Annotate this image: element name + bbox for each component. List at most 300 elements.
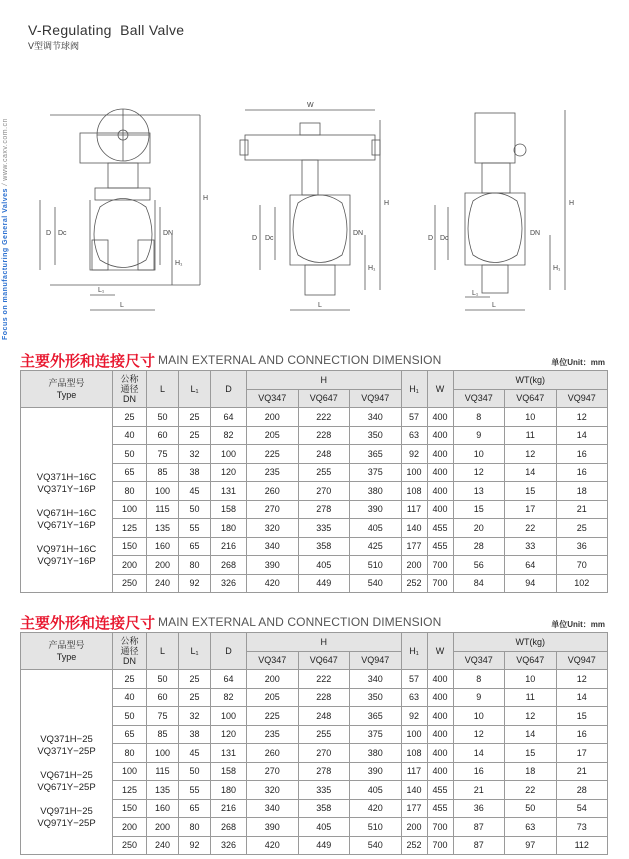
table-cell: 16 xyxy=(556,463,608,482)
table-cell: 400 xyxy=(427,426,453,445)
table-cell: 16 xyxy=(556,725,608,744)
table-cell: 60 xyxy=(147,426,179,445)
table-cell: 540 xyxy=(350,574,402,593)
table-cell: 50 xyxy=(147,408,179,427)
table-cell: 14 xyxy=(505,463,557,482)
table-cell: 92 xyxy=(401,445,427,464)
table-cell: 12 xyxy=(453,725,505,744)
table-cell: 255 xyxy=(298,463,350,482)
table-cell: 278 xyxy=(298,500,350,519)
table-cell: 135 xyxy=(147,781,179,800)
header-H1: H₁ xyxy=(401,633,427,670)
label-D-2: D xyxy=(252,235,258,242)
table-cell: 326 xyxy=(211,836,247,855)
header-L1: L₁ xyxy=(179,371,211,408)
table-cell: 21 xyxy=(556,762,608,781)
table-cell: 25 xyxy=(179,408,211,427)
table-cell: 15 xyxy=(556,707,608,726)
model-name: VQ971Y−25P xyxy=(37,818,96,829)
table-cell: 80 xyxy=(179,556,211,575)
label-L: L xyxy=(120,302,124,309)
table-cell: 270 xyxy=(247,762,299,781)
table-cell: 54 xyxy=(556,799,608,818)
table-cell: 340 xyxy=(247,799,299,818)
table-cell: 25 xyxy=(179,426,211,445)
table-cell: 150 xyxy=(113,537,147,556)
table-cell: 50 xyxy=(505,799,557,818)
header-h-vq647: VQ647 xyxy=(298,389,350,408)
table-cell: 108 xyxy=(401,482,427,501)
model-name: VQ371H−16C xyxy=(36,472,97,483)
table-cell: 270 xyxy=(247,500,299,519)
table-cell: 108 xyxy=(401,744,427,763)
table-cell: 50 xyxy=(179,762,211,781)
model-name: VQ971H−16C xyxy=(36,544,97,555)
unit-label: 单位Unit：mm xyxy=(551,358,605,367)
header-wt-vq947: VQ947 xyxy=(556,389,608,408)
table-row xyxy=(21,670,608,689)
table-cell: 115 xyxy=(147,500,179,519)
table-cell: 180 xyxy=(211,781,247,800)
table-cell: 45 xyxy=(179,482,211,501)
model-name: VQ671Y−16P xyxy=(37,520,96,531)
table-cell: 63 xyxy=(401,688,427,707)
table-cell: 455 xyxy=(427,781,453,800)
label-Dc-2: Dc xyxy=(265,235,274,242)
table-cell: 400 xyxy=(427,445,453,464)
model-name: VQ371H−25 xyxy=(40,734,93,745)
table-cell: 358 xyxy=(298,537,350,556)
table-cell: 200 xyxy=(247,408,299,427)
table-cell: 13 xyxy=(453,482,505,501)
table-cell: 400 xyxy=(427,482,453,501)
table-cell: 510 xyxy=(350,556,402,575)
table-cell: 100 xyxy=(401,725,427,744)
label-H1-2: H₁ xyxy=(368,265,376,272)
table-cell: 14 xyxy=(453,744,505,763)
table-cell: 32 xyxy=(179,445,211,464)
table-cell: 177 xyxy=(401,799,427,818)
header-L1: L₁ xyxy=(179,633,211,670)
table-cell: 252 xyxy=(401,574,427,593)
table-cell: 64 xyxy=(505,556,557,575)
label-L1: L₁ xyxy=(98,287,105,294)
label-DN: DN xyxy=(163,230,174,237)
table-cell: 21 xyxy=(453,781,505,800)
table-cell: 200 xyxy=(401,556,427,575)
section-title-en: MAIN EXTERNAL AND CONNECTION DIMENSION xyxy=(158,353,442,367)
table-cell: 510 xyxy=(350,818,402,837)
header-L: L xyxy=(147,371,179,408)
header-h-vq647: VQ647 xyxy=(298,651,350,670)
table-cell: 32 xyxy=(179,707,211,726)
unit-label: 单位Unit：mm xyxy=(551,620,605,629)
label-DN-3: DN xyxy=(530,230,541,237)
table-cell: 17 xyxy=(556,744,608,763)
table-cell: 326 xyxy=(211,574,247,593)
table-cell: 70 xyxy=(556,556,608,575)
label-H: H xyxy=(203,195,209,202)
table-cell: 405 xyxy=(298,818,350,837)
table-cell: 57 xyxy=(401,408,427,427)
table-cell: 140 xyxy=(401,519,427,538)
table-cell: 12 xyxy=(505,707,557,726)
table-cell: 365 xyxy=(350,445,402,464)
table-cell: 12 xyxy=(556,670,608,689)
header-D: D xyxy=(211,633,247,670)
table-cell: 180 xyxy=(211,519,247,538)
table-cell: 100 xyxy=(401,463,427,482)
side-vertical-text: Focus on manufacturing General Valves / www.caxv.com.cn xyxy=(2,118,9,340)
table-cell: 14 xyxy=(556,426,608,445)
header-L: L xyxy=(147,633,179,670)
table-cell: 340 xyxy=(350,670,402,689)
table-cell: 10 xyxy=(453,707,505,726)
section-title-cn: 主要外形和连接尺寸 xyxy=(20,615,156,632)
table-cell: 16 xyxy=(453,762,505,781)
model-name: VQ971H−25 xyxy=(40,806,93,817)
table-cell: 36 xyxy=(453,799,505,818)
table-cell: 65 xyxy=(113,725,147,744)
table-cell: 56 xyxy=(453,556,505,575)
table-cell: 15 xyxy=(505,744,557,763)
table-cell: 700 xyxy=(427,836,453,855)
table-cell: 100 xyxy=(211,445,247,464)
table-cell: 405 xyxy=(298,556,350,575)
table-cell: 405 xyxy=(350,781,402,800)
table-cell: 94 xyxy=(505,574,557,593)
table-cell: 400 xyxy=(427,670,453,689)
table-cell: 63 xyxy=(505,818,557,837)
table-cell: 216 xyxy=(211,537,247,556)
section-header xyxy=(18,612,611,632)
table-cell: 400 xyxy=(427,725,453,744)
table-cell: 455 xyxy=(427,537,453,556)
table-cell: 390 xyxy=(350,762,402,781)
table-cell: 80 xyxy=(179,818,211,837)
header-dn: 公称 通径 DN xyxy=(113,371,147,408)
table-cell: 92 xyxy=(179,836,211,855)
table-cell: 158 xyxy=(211,762,247,781)
table-cell: 100 xyxy=(113,762,147,781)
table-cell: 17 xyxy=(505,500,557,519)
table-row xyxy=(21,408,608,427)
table-cell: 449 xyxy=(298,574,350,593)
table-cell: 64 xyxy=(211,670,247,689)
label-L-3: L xyxy=(492,302,496,309)
table-cell: 50 xyxy=(113,707,147,726)
table-cell: 235 xyxy=(247,463,299,482)
table-cell: 700 xyxy=(427,574,453,593)
table-cell: 15 xyxy=(505,482,557,501)
table-cell: 400 xyxy=(427,688,453,707)
table-cell: 50 xyxy=(147,670,179,689)
table-cell: 160 xyxy=(147,537,179,556)
table-cell: 400 xyxy=(427,408,453,427)
label-H-2: H xyxy=(384,200,390,207)
table-cell: 400 xyxy=(427,463,453,482)
table-cell: 12 xyxy=(505,445,557,464)
table-cell: 8 xyxy=(453,408,505,427)
table-cell: 335 xyxy=(298,781,350,800)
table-cell: 60 xyxy=(147,688,179,707)
table-cell: 365 xyxy=(350,707,402,726)
table-cell: 131 xyxy=(211,744,247,763)
valve-drawings xyxy=(20,95,620,335)
table-cell: 700 xyxy=(427,818,453,837)
table-cell: 248 xyxy=(298,707,350,726)
table-cell: 75 xyxy=(147,707,179,726)
header-H1: H₁ xyxy=(401,371,427,408)
table-cell: 28 xyxy=(453,537,505,556)
table-cell: 200 xyxy=(247,670,299,689)
table-cell: 200 xyxy=(401,818,427,837)
table-cell: 252 xyxy=(401,836,427,855)
table-cell: 420 xyxy=(350,799,402,818)
table-cell: 200 xyxy=(113,818,147,837)
table-cell: 455 xyxy=(427,799,453,818)
table-cell: 278 xyxy=(298,762,350,781)
table-cell: 63 xyxy=(401,426,427,445)
header-h-vq347: VQ347 xyxy=(247,389,299,408)
dimension-table xyxy=(20,370,608,593)
table-cell: 100 xyxy=(113,500,147,519)
header-WT: WT(kg) xyxy=(453,371,608,390)
table-cell: 87 xyxy=(453,818,505,837)
table-cell: 260 xyxy=(247,482,299,501)
header-wt-vq347: VQ347 xyxy=(453,651,505,670)
header-H: H xyxy=(247,371,402,390)
table-cell: 235 xyxy=(247,725,299,744)
table-cell: 400 xyxy=(427,762,453,781)
model-name: VQ671H−25 xyxy=(40,770,93,781)
table-cell: 45 xyxy=(179,744,211,763)
label-Dc-3: Dc xyxy=(440,235,449,242)
page-header xyxy=(28,22,184,52)
table-cell: 11 xyxy=(505,688,557,707)
side-site: www.caxv.com.cn xyxy=(2,118,9,181)
header-type: 产品型号 Type xyxy=(21,371,113,408)
table-cell: 18 xyxy=(505,762,557,781)
table-cell: 700 xyxy=(427,556,453,575)
drawing-pneumatic xyxy=(240,110,380,310)
table-cell: 390 xyxy=(247,556,299,575)
table-cell: 125 xyxy=(113,781,147,800)
table-cell: 36 xyxy=(556,537,608,556)
table-cell: 50 xyxy=(179,500,211,519)
table-cell: 125 xyxy=(113,519,147,538)
model-name: VQ671H−16C xyxy=(36,508,97,519)
table-cell: 22 xyxy=(505,781,557,800)
table-cell: 65 xyxy=(113,463,147,482)
page-title: V-Regulating Ball Valve xyxy=(28,22,185,38)
table-cell: 85 xyxy=(147,463,179,482)
table-cell: 18 xyxy=(556,482,608,501)
table-cell: 11 xyxy=(505,426,557,445)
table-cell: 12 xyxy=(556,408,608,427)
table-cell: 320 xyxy=(247,519,299,538)
table-cell: 65 xyxy=(179,799,211,818)
table-cell: 80 xyxy=(113,744,147,763)
table-cell: 350 xyxy=(350,426,402,445)
table-cell: 405 xyxy=(350,519,402,538)
drawing-electric xyxy=(435,110,565,310)
table-cell: 320 xyxy=(247,781,299,800)
table-cell: 248 xyxy=(298,445,350,464)
table-cell: 400 xyxy=(427,744,453,763)
table-cell: 120 xyxy=(211,725,247,744)
section-title-cn: 主要外形和连接尺寸 xyxy=(20,353,156,370)
table-cell: 255 xyxy=(298,725,350,744)
table-cell: 268 xyxy=(211,818,247,837)
table-cell: 25 xyxy=(179,670,211,689)
table-cell: 135 xyxy=(147,519,179,538)
table-cell: 92 xyxy=(179,574,211,593)
header-D: D xyxy=(211,371,247,408)
table-cell: 55 xyxy=(179,781,211,800)
header-dn: 公称 通径 DN xyxy=(113,633,147,670)
table-cell: 117 xyxy=(401,500,427,519)
dimension-table xyxy=(20,632,608,855)
model-name: VQ971Y−16P xyxy=(37,556,96,567)
table-cell: 540 xyxy=(350,836,402,855)
table-cell: 250 xyxy=(113,836,147,855)
table-cell: 449 xyxy=(298,836,350,855)
header-W: W xyxy=(427,371,453,408)
table-cell: 240 xyxy=(147,836,179,855)
label-D-3: D xyxy=(428,235,434,242)
table-cell: 97 xyxy=(505,836,557,855)
table-cell: 82 xyxy=(211,688,247,707)
table-cell: 150 xyxy=(113,799,147,818)
model-name: VQ671Y−25P xyxy=(37,782,96,793)
table-cell: 10 xyxy=(453,445,505,464)
table-cell: 375 xyxy=(350,725,402,744)
table-cell: 100 xyxy=(147,482,179,501)
header-type: 产品型号 Type xyxy=(21,633,113,670)
table-cell: 205 xyxy=(247,688,299,707)
table-cell: 270 xyxy=(298,744,350,763)
header-wt-vq347: VQ347 xyxy=(453,389,505,408)
table-cell: 92 xyxy=(401,707,427,726)
model-list xyxy=(21,408,113,593)
table-cell: 400 xyxy=(427,500,453,519)
model-list xyxy=(21,670,113,855)
table-cell: 400 xyxy=(427,707,453,726)
table-cell: 65 xyxy=(179,537,211,556)
label-DN-2: DN xyxy=(353,230,364,237)
table-cell: 380 xyxy=(350,744,402,763)
table-cell: 225 xyxy=(247,707,299,726)
table-cell: 420 xyxy=(247,836,299,855)
table-cell: 335 xyxy=(298,519,350,538)
table-cell: 228 xyxy=(298,688,350,707)
drawing-gear-operated xyxy=(40,109,200,310)
table-cell: 250 xyxy=(113,574,147,593)
table-cell: 40 xyxy=(113,426,147,445)
header-wt-vq647: VQ647 xyxy=(505,651,557,670)
table-cell: 340 xyxy=(247,537,299,556)
header-h-vq947: VQ947 xyxy=(350,389,402,408)
table-cell: 260 xyxy=(247,744,299,763)
model-name: VQ371Y−16P xyxy=(37,484,96,495)
table-cell: 425 xyxy=(350,537,402,556)
table-cell: 15 xyxy=(453,500,505,519)
table-cell: 80 xyxy=(113,482,147,501)
section-header xyxy=(18,350,611,370)
table-cell: 225 xyxy=(247,445,299,464)
table-cell: 340 xyxy=(350,408,402,427)
table-cell: 25 xyxy=(113,408,147,427)
table-cell: 222 xyxy=(298,408,350,427)
table-cell: 16 xyxy=(556,445,608,464)
table-cell: 455 xyxy=(427,519,453,538)
label-L-2: L xyxy=(318,302,322,309)
table-cell: 390 xyxy=(350,500,402,519)
table-cell: 28 xyxy=(556,781,608,800)
label-W: W xyxy=(307,102,314,109)
table-cell: 268 xyxy=(211,556,247,575)
table-cell: 100 xyxy=(211,707,247,726)
table-cell: 375 xyxy=(350,463,402,482)
table-cell: 380 xyxy=(350,482,402,501)
table-cell: 10 xyxy=(505,670,557,689)
header-W: W xyxy=(427,633,453,670)
table-cell: 75 xyxy=(147,445,179,464)
table-cell: 131 xyxy=(211,482,247,501)
table-cell: 222 xyxy=(298,670,350,689)
table-cell: 25 xyxy=(556,519,608,538)
header-wt-vq647: VQ647 xyxy=(505,389,557,408)
table-cell: 390 xyxy=(247,818,299,837)
table-cell: 10 xyxy=(505,408,557,427)
table-cell: 40 xyxy=(113,688,147,707)
table-cell: 120 xyxy=(211,463,247,482)
table-cell: 14 xyxy=(505,725,557,744)
section-title-en: MAIN EXTERNAL AND CONNECTION DIMENSION xyxy=(158,615,442,629)
table-cell: 100 xyxy=(147,744,179,763)
page-subtitle: V型调节球阀 xyxy=(28,41,80,51)
table-cell: 85 xyxy=(147,725,179,744)
table-cell: 50 xyxy=(113,445,147,464)
table-cell: 350 xyxy=(350,688,402,707)
table-cell: 12 xyxy=(453,463,505,482)
table-cell: 112 xyxy=(556,836,608,855)
table-cell: 22 xyxy=(505,519,557,538)
dimension-section-16 xyxy=(18,350,611,593)
header-wt-vq947: VQ947 xyxy=(556,651,608,670)
table-cell: 82 xyxy=(211,426,247,445)
label-H1: H₁ xyxy=(175,260,183,267)
table-cell: 200 xyxy=(147,556,179,575)
header-H: H xyxy=(247,633,402,652)
table-cell: 84 xyxy=(453,574,505,593)
table-cell: 200 xyxy=(147,818,179,837)
table-cell: 38 xyxy=(179,725,211,744)
table-cell: 21 xyxy=(556,500,608,519)
table-cell: 240 xyxy=(147,574,179,593)
label-D: D xyxy=(46,230,52,237)
table-cell: 9 xyxy=(453,688,505,707)
table-cell: 14 xyxy=(556,688,608,707)
table-cell: 177 xyxy=(401,537,427,556)
dimension-section-25 xyxy=(18,612,611,855)
table-cell: 115 xyxy=(147,762,179,781)
table-cell: 160 xyxy=(147,799,179,818)
table-cell: 140 xyxy=(401,781,427,800)
table-cell: 25 xyxy=(113,670,147,689)
table-cell: 270 xyxy=(298,482,350,501)
